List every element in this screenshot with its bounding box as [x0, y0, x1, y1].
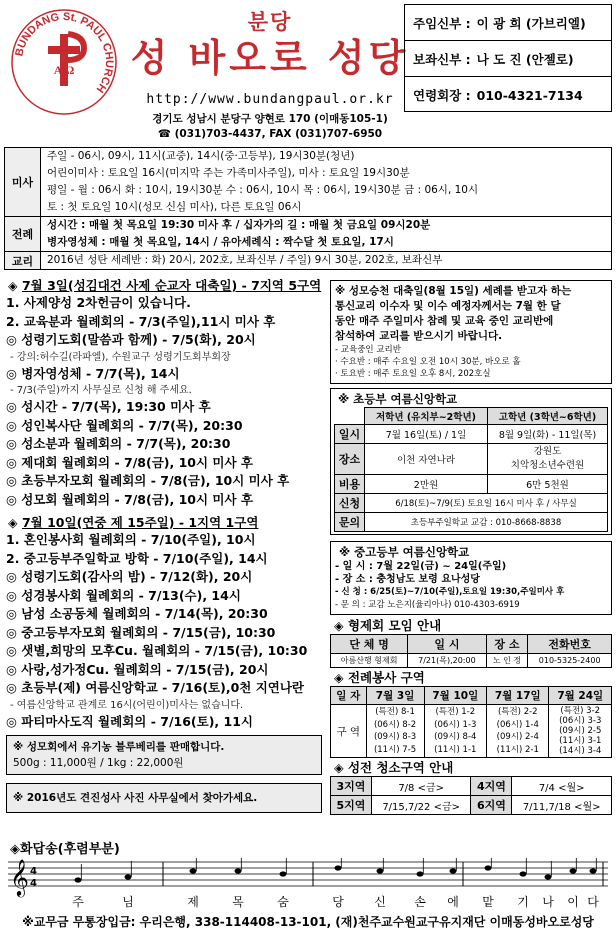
schedule-item: ◎ 성령기도회(감사의 밤) - 7/12(화), 20시: [6, 569, 253, 584]
table-cell: 7월 16일(토) / 1일: [365, 425, 488, 444]
lyric-syllable: 나: [542, 895, 554, 909]
schedule-item: ◎ 성모회 월례회의 - 7/8(금), 10시 미사 후: [6, 491, 253, 507]
schedule-item: 1. 혼인봉사회 월례회의 - 7/10(주일), 10시: [6, 532, 256, 547]
note: [377, 868, 384, 873]
staff-name: 나 도 진 (안젤로): [476, 51, 574, 67]
lyric-syllable: 제: [187, 895, 199, 909]
staff-box: [404, 4, 612, 112]
schedule-item: ◎ 성인복사단 월례회의 - 7/7(목), 20:30: [6, 417, 243, 433]
elementary-camp-box: [330, 388, 612, 535]
schedule-item: 2. 중고등부주일학교 방학 - 7/10(주일), 14시: [6, 550, 268, 566]
note: [590, 868, 597, 873]
lyric-syllable: 당: [332, 895, 344, 909]
note: [125, 874, 132, 879]
schedule-item: ◎ 남성 소공동체 월례회의 - 7/14(목), 20:30: [6, 606, 268, 621]
note: [545, 874, 552, 879]
cleaning-table: [330, 776, 612, 815]
hymn-staff: [8, 858, 608, 918]
table-cell: 아름산행 형제회: [331, 654, 408, 668]
row-header: 문의: [335, 513, 365, 532]
region-label: 6지역: [471, 796, 512, 815]
left-column: [6, 278, 322, 813]
note: [335, 865, 342, 870]
rite-line: 성시간 : 매월 첫 목요일 19:30 미사 후 / 십자가의 길 : 매월 첫 금요일 09시20분: [47, 219, 431, 231]
mass-line: 토 : 첫 토요일 10시(성모 신심 미사), 다른 토요일 06시: [47, 201, 302, 213]
church-phones: ☎ (031)703-4437, FAX (031)707-6950: [157, 128, 383, 140]
rite-label: 전례: [5, 217, 41, 252]
week2-list: [6, 531, 322, 731]
bereavement-title: ◈ 형제회 모임 안내: [334, 618, 442, 633]
baptism-line: 동안 매주 주일미사 참례 및 교육 중인 교리반에: [335, 315, 554, 327]
staff-row: [405, 41, 611, 77]
lyric-syllable: 주: [72, 895, 84, 909]
row-header: 신청: [335, 494, 365, 513]
row-header: 일시: [335, 425, 365, 444]
note: [417, 871, 424, 876]
table-cell: 7/4 <월>: [512, 777, 612, 796]
week1-title: ◈ 7월 3일(성김대건 사제 순교자 대축일) - 7지역 5구역: [8, 278, 322, 293]
mass-line: 어린이미사 : 토요일 16시(미지막 주는 가족미사주일), 미사 : 토요일 19시30분: [47, 167, 410, 179]
liturgy-cell: (특전) 1-2 (06시) 1-3 (09시) 8-4 (11시) 1-1: [424, 705, 486, 758]
mass-line: 평일 - 월 : 06시 화 : 10시, 19시30분 수 : 06시, 10시 목 : 06시, 19시30분 금 : 06시, 10시: [47, 184, 479, 196]
table-cell: 8월 9일(화) - 11일(목): [488, 425, 608, 444]
notice-line: 500g : 11,000원 / 1kg : 22,000원: [13, 757, 184, 769]
schedule-item: ◎ 초등부(제) 여름신앙학교 - 7/16(토),0천 지연나란: [6, 680, 305, 695]
time-sig-top: 4: [30, 866, 37, 877]
liturgy-cell: (특전) 3-2 (06시) 3-3 (09시) 2-5 (11시) 3-1 (14시) 3-4: [549, 705, 612, 758]
schedule-item: ◎ 초등부자모회 월례회의 - 7/8(금), 10시 미사 후: [6, 473, 290, 488]
table-cell: 강원도 치악청소년수련원: [488, 444, 608, 475]
schedule-item: ◎ 성시간 - 7/7(목), 19:30 미사 후: [6, 399, 211, 414]
table-cell: 010-5325-2400: [528, 654, 612, 668]
footer-bank-info: ※교무금 무통장입금: 우리은행, 338-114408-13-101, (재)천주교수원교구유지재단 이매동성바오로성당: [22, 915, 594, 929]
baptism-sub: - 교육중인 교리반: [335, 345, 401, 355]
column-header: 7월 10일: [424, 687, 486, 705]
baptism-sub: · 토요반 : 매주 토요일 오후 8시, 202호실: [335, 369, 491, 379]
lyric-syllable: 맡: [482, 895, 494, 909]
region-label: 4지역: [471, 777, 512, 796]
baptism-line: ※ 성모승천 대축일(8월 15일) 세례를 받고자 하는: [335, 285, 572, 297]
row-header: 비용: [335, 475, 365, 494]
schedule-table: [4, 147, 612, 270]
column-header: 저학년 (유치부~2학년): [365, 408, 488, 425]
column-header: 7월 24일: [549, 687, 612, 705]
staff-role: 보좌신부 :: [413, 51, 471, 67]
lyric-syllable: 에: [447, 895, 459, 909]
schedule-item: 2. 교육분과 월례회의 - 7/3(주일),11시 미사 후: [6, 313, 276, 329]
elementary-camp-table: [334, 407, 608, 532]
baptism-sub: · 수요반 : 매주 수요일 오전 10시 30분, 바오로 홀: [335, 357, 521, 367]
blueberry-notice: [6, 735, 322, 775]
note: [450, 868, 457, 873]
column-header: 전화번호: [528, 635, 612, 654]
table-cell: 7/11,7/18 <월>: [512, 796, 612, 815]
baptism-notice: [330, 280, 612, 384]
lyric-syllable: 손: [414, 895, 426, 909]
liturgy-cell: (특전) 8-1 (06시) 8-2 (09시) 8-3 (11시) 7-5: [366, 705, 424, 758]
note: [75, 877, 82, 882]
schedule-item: ◎ 사랑,성가정Cu. 월례회의 - 7/15(금), 20시: [6, 661, 269, 677]
schedule-item: ◎ 성소분과 월례회의 - 7/7(목), 20:30: [6, 436, 231, 451]
sub-note: - 7/3(주일)까지 사무실로 신청 해 주세요.: [10, 385, 192, 396]
church-location: 분당: [247, 10, 293, 34]
church-address: 경기도 성남시 분당구 양현로 170 (이매동105-1): [152, 113, 388, 125]
lyric-syllable: 이: [567, 895, 579, 909]
schedule-item: ◎ 성령기도회(말씀과 함께) - 7/5(화), 20시: [6, 332, 256, 347]
lyric-syllable: 님: [122, 895, 134, 909]
note: [280, 871, 287, 876]
youth-line: - 장 소 : 충청남도 보령 요나성당: [335, 574, 480, 585]
table-cell: 6/18(토)~7/9(토) 토요일 16시 미사 후 / 사무실: [365, 494, 608, 513]
staff-name: 010-4321-7134: [476, 87, 583, 103]
youth-line: - 문 의 : 교감 노은지(율리아나) 010-4303-6919: [335, 600, 520, 610]
note: [235, 868, 242, 873]
column-header: 일 시: [408, 635, 486, 654]
row-header: 장소: [335, 444, 365, 475]
elementary-camp-title: ※ 초등부 여름신앙학교: [338, 392, 458, 406]
lyric-syllable: 목: [232, 895, 244, 909]
treble-clef-icon: 𝄞: [10, 858, 29, 896]
cleaning-title: ◈ 성전 청소구역 안내: [334, 760, 454, 775]
column-header: 단 체 명: [331, 635, 408, 654]
logo-alpha-omega: A Ω: [53, 63, 75, 77]
schedule-item: ◎ 중고등부자모회 월례회의 - 7/15(금), 10:30: [6, 624, 276, 640]
bereavement-table: [330, 634, 612, 668]
note: [485, 865, 492, 870]
church-logo: [8, 6, 120, 118]
row-header: 구 역: [331, 705, 367, 758]
table-cell: 노 인 정: [486, 654, 528, 668]
lyric-syllable: 다: [587, 895, 599, 909]
schedule-item: ◎ 성경봉사회 월례회의 - 7/13(수), 14시: [6, 587, 241, 603]
baptism-line: 통신교리 이수자 및 이수 예정자께서는 7월 한 달: [335, 300, 561, 312]
liturgy-title: ◈ 전례봉사 구역: [334, 670, 425, 685]
confirmation-notice: ※ 2016년도 견진성사 사진 사무실에서 찾아가세요.: [6, 783, 322, 813]
hymn-title: ◈화답송(후렴부분): [10, 842, 120, 857]
region-label: 5지역: [331, 796, 372, 815]
liturgy-cell: (특전) 2-2 (06시) 1-4 (09시) 2-4 (11시) 2-1: [487, 705, 549, 758]
sub-note: - 여름신앙학교 관계로 16시(어린이)미사는 없습니다.: [10, 699, 244, 711]
lyric-syllable: 기: [517, 895, 529, 909]
column-header: 일 자: [331, 687, 367, 705]
table-cell: 초등부주일학교 교감 : 010-8668-8838: [365, 513, 608, 532]
table-cell: 6만 5천원: [488, 475, 608, 494]
church-name: 성 바오로 성당: [130, 36, 410, 80]
note: [570, 868, 577, 873]
region-label: 3지역: [331, 777, 372, 796]
youth-camp-box: [330, 541, 612, 615]
column-header: 장 소: [486, 635, 528, 654]
rite-line: 병자영성체 : 매월 첫 목요일, 14시 / 유아세례식 : 짝수달 첫 토요일, 17시: [47, 236, 394, 248]
lyric-syllable: 숨: [277, 895, 289, 909]
youth-line: - 일 시 : 7월 22일(금) ~ 24일(주일): [335, 561, 507, 572]
church-website[interactable]: http://www.bundangpaul.or.kr: [146, 92, 394, 107]
liturgy-table: [330, 686, 612, 758]
table-cell: 2만원: [365, 475, 488, 494]
youth-line: - 신 청 : 6/25(토)~7/10(주일),토요일 19:30,주일미사 후: [335, 587, 565, 597]
mass-line: 주일 - 06시, 09시, 11시(교중), 14시(중·고등부), 19시30분(청년): [47, 150, 355, 162]
staff-row: [405, 77, 611, 113]
baptism-line: 참석하여 교리를 받으시기 바랍니다.: [335, 330, 503, 342]
sub-note: - 강의:허수길(라파엘), 수원교구 성령기도회부회장: [10, 351, 231, 363]
note: [520, 871, 527, 876]
church-title-area: [125, 4, 415, 144]
logo-ring-text: BUNDANG St. PAUL CHURCH: [13, 10, 116, 95]
mass-label: 미사: [5, 148, 41, 217]
table-cell: 7/8 <금>: [371, 777, 471, 796]
right-column: [330, 280, 612, 815]
table-cell: 이천 자연나라: [365, 444, 488, 475]
staff-row: [405, 5, 611, 41]
table-cell: 7/21(목),20:00: [408, 654, 486, 668]
staff-lines: [8, 862, 608, 886]
schedule-item: ◎ 병자영성체 - 7/7(목), 14시: [6, 365, 180, 381]
table-cell: 7/15,7/22 <금>: [371, 796, 471, 815]
staff-role: 연령회장 :: [413, 88, 471, 103]
schedule-item: ◎ 샛별,희망의 모후Cu. 월례회의 - 7/15(금), 10:30: [6, 643, 308, 658]
week1-list: [6, 294, 322, 509]
note: [190, 868, 197, 873]
schedule-item: 1. 사제양성 2차헌금이 있습니다.: [6, 295, 191, 310]
staff-role: 주임신부 :: [413, 15, 471, 31]
week2-title: ◈ 7월 10일(연중 제 15주일) - 1지역 1구역: [8, 515, 259, 530]
column-header: 7월 3일: [366, 687, 424, 705]
schedule-item: ◎ 제대회 월례회의 - 7/8(금), 10시 미사 후: [6, 454, 253, 470]
youth-camp-title: ※ 중고등부 여름신앙학교: [339, 545, 470, 559]
lyric-syllable: 신: [374, 895, 386, 909]
notice-line: ※ 성모회에서 유기농 블루베리를 판매합니다.: [13, 741, 225, 753]
time-sig-bottom: 4: [30, 878, 37, 889]
catechism-line: 2016년 성탄 세례반 : 화) 20시, 202호, 보좌신부 / 주일) 9시 30분, 202호, 보좌신부: [47, 254, 443, 266]
staff-name: 이 광 희 (가브리엘): [476, 15, 586, 31]
column-header: 7월 17일: [487, 687, 549, 705]
schedule-item: ◎ 파티마사도직 월례회의 - 7/16(토), 11시: [6, 713, 253, 729]
lyrics: [72, 894, 599, 909]
column-header: 고학년 (3학년~6학년): [488, 408, 608, 425]
catechism-label: 교리: [5, 252, 41, 270]
